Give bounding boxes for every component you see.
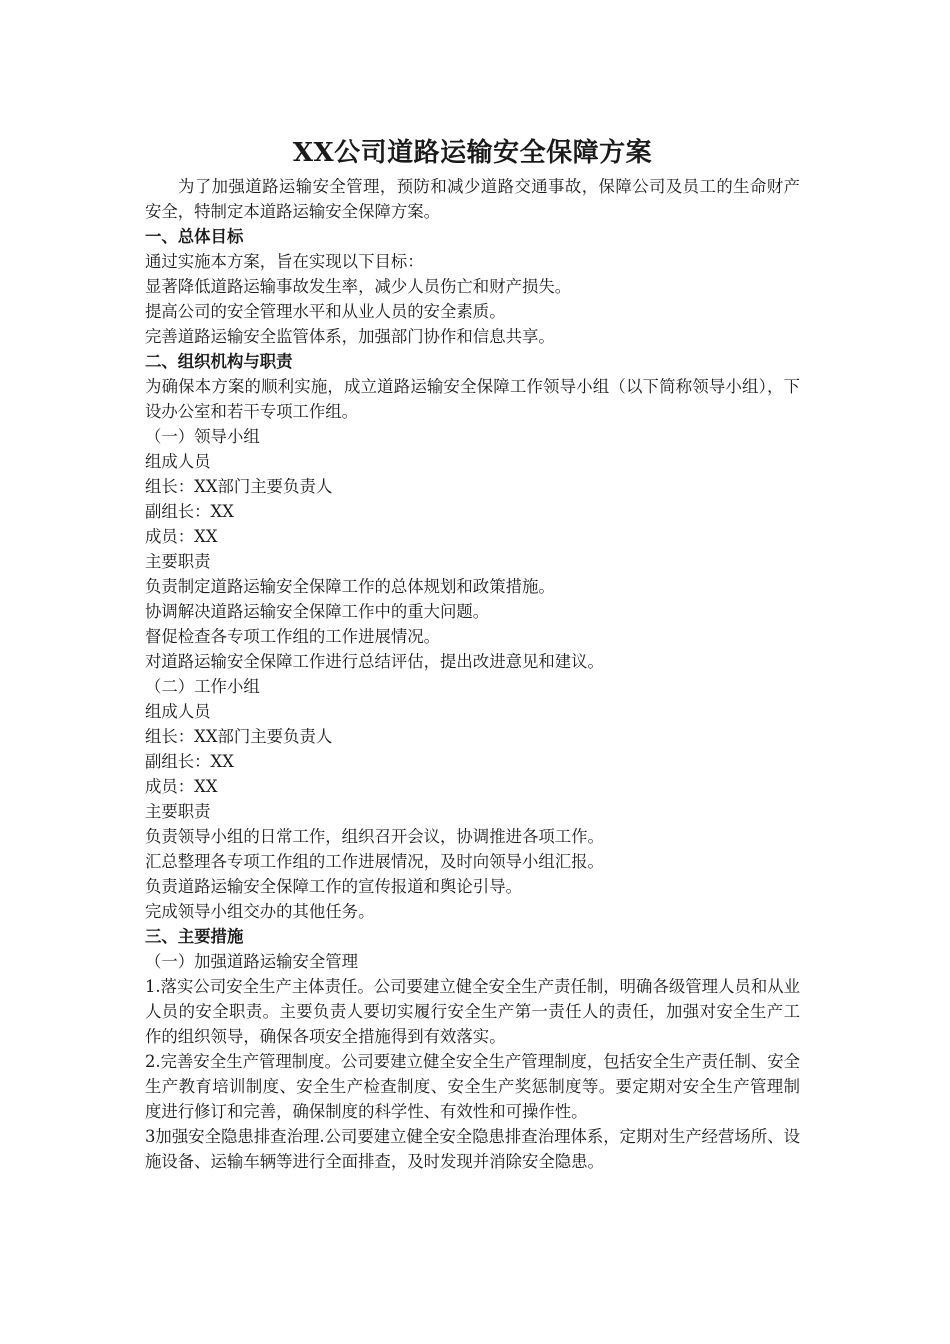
leadership-line: 负责制定道路运输安全保障工作的总体规划和政策措施。 xyxy=(145,577,555,596)
document-title: XX公司道路运输安全保障方案 xyxy=(292,138,653,168)
workgroup-line: 主要职责 xyxy=(145,802,211,821)
leadership-line: 督促检查各专项工作组的工作进展情况。 xyxy=(145,627,441,646)
goals-line: 通过实施本方案，旨在实现以下目标： xyxy=(145,252,424,271)
document-body xyxy=(145,134,800,1174)
workgroup-line: 副组长：XX xyxy=(145,752,234,771)
section-heading-organization: 二、组织机构与职责 xyxy=(145,352,293,371)
goals-line: 完善道路运输安全监管体系，加强部门协作和信息共享。 xyxy=(145,327,555,346)
workgroup-line: 组成人员 xyxy=(145,702,211,721)
measure-paragraph: 1.落实公司安全生产主体责任。公司要建立健全安全生产责任制，明确各级管理人员和从业人员的安全职责。主要负责人要切实履行安全生产第一责任人的责任，加强对安全生产工作的组织领导，确保各项安全措施得到有效落实。 xyxy=(145,977,800,1046)
measure-paragraph: 2.完善安全生产管理制度。公司要建立健全安全生产管理制度，包括安全生产责任制、安全生产教育培训制度、安全生产检查制度、安全生产奖惩制度等。要定期对安全生产管理制度进行修订和完善，确保制度的科学性、有效性和可操作性。 xyxy=(145,1052,800,1121)
goals-line: 显著降低道路运输事故发生率，减少人员伤亡和财产损失。 xyxy=(145,277,572,296)
goals-line: 提高公司的安全管理水平和从业人员的安全素质。 xyxy=(145,302,506,321)
subsection-heading-management: （一）加强道路运输安全管理 xyxy=(145,952,359,971)
workgroup-line: 负责领导小组的日常工作，组织召开会议，协调推进各项工作。 xyxy=(145,827,604,846)
leadership-line: 组长：XX部门主要负责人 xyxy=(145,477,333,496)
leadership-line: 主要职责 xyxy=(145,552,211,571)
measure-paragraph: 3加强安全隐患排查治理.公司要建立健全安全隐患排查治理体系，定期对生产经营场所、设施设备、运输车辆等进行全面排查，及时发现并消除安全隐患。 xyxy=(145,1127,800,1171)
workgroup-line: 汇总整理各专项工作组的工作进展情况，及时向领导小组汇报。 xyxy=(145,852,604,871)
intro-paragraph: 为了加强道路运输安全管理，预防和减少道路交通事故，保障公司及员工的生命财产安全，特制定本道路运输安全保障方案。 xyxy=(145,177,800,221)
subsection-heading-leadership: （一）领导小组 xyxy=(145,427,260,446)
section-heading-measures: 三、主要措施 xyxy=(145,927,244,946)
leadership-line: 协调解决道路运输安全保障工作中的重大问题。 xyxy=(145,602,490,621)
leadership-line: 组成人员 xyxy=(145,452,211,471)
workgroup-line: 完成领导小组交办的其他任务。 xyxy=(145,902,375,921)
organization-intro: 为确保本方案的顺利实施，成立道路运输安全保障工作领导小组（以下简称领导小组），下设办公室和若干专项工作组。 xyxy=(145,377,800,421)
workgroup-line: 组长：XX部门主要负责人 xyxy=(145,727,333,746)
leadership-line: 成员：XX xyxy=(145,527,218,546)
subsection-heading-workgroup: （二）工作小组 xyxy=(145,677,260,696)
workgroup-line: 成员：XX xyxy=(145,777,218,796)
section-heading-goals: 一、总体目标 xyxy=(145,227,244,246)
leadership-line: 副组长：XX xyxy=(145,502,234,521)
leadership-line: 对道路运输安全保障工作进行总结评估，提出改进意见和建议。 xyxy=(145,652,604,671)
workgroup-line: 负责道路运输安全保障工作的宣传报道和舆论引导。 xyxy=(145,877,522,896)
